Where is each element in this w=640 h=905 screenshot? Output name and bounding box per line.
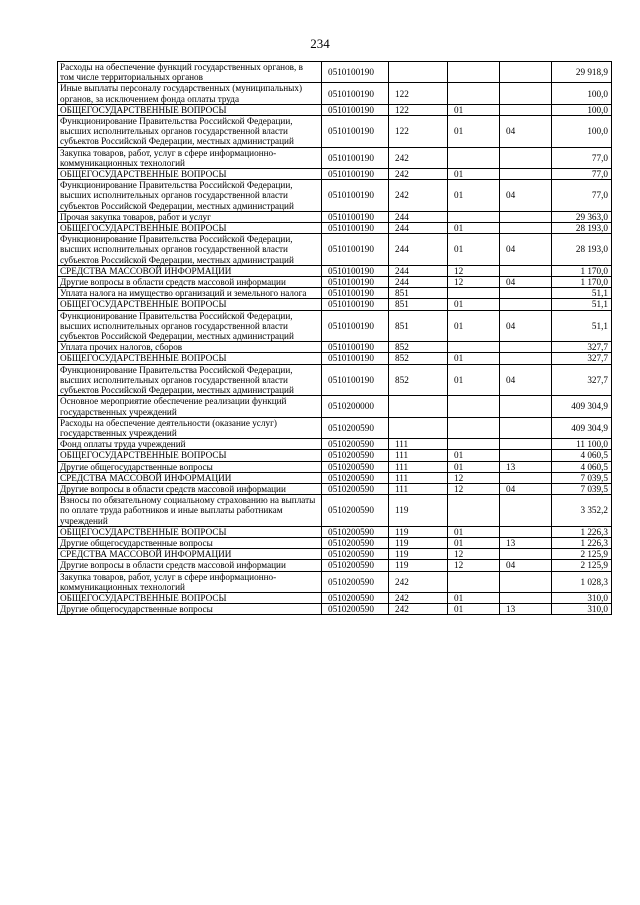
row-amount: 77,0 — [552, 147, 612, 168]
row-target-article: 0510100190 — [322, 104, 389, 115]
row-subsection: 04 — [500, 234, 552, 266]
row-section: 01 — [448, 353, 500, 364]
row-amount: 51,1 — [552, 288, 612, 299]
row-target-article: 0510100190 — [322, 62, 389, 83]
table-row — [58, 310, 612, 342]
row-expense-type: 119 — [389, 537, 448, 548]
row-expense-type: 242 — [389, 604, 448, 615]
row-subsection: 13 — [500, 461, 552, 472]
row-section: 01 — [448, 104, 500, 115]
row-expense-type — [389, 62, 448, 83]
row-amount: 1 226,3 — [552, 526, 612, 537]
row-section: 01 — [448, 310, 500, 342]
row-section: 01 — [448, 592, 500, 603]
row-target-article: 0510200590 — [322, 560, 389, 571]
row-target-article: 0510200590 — [322, 450, 389, 461]
row-expense-type: 851 — [389, 310, 448, 342]
row-amount: 51,1 — [552, 299, 612, 310]
row-section: 01 — [448, 604, 500, 615]
row-amount: 1 170,0 — [552, 277, 612, 288]
row-name: Расходы на обеспечение функций государственных органов, в том числе территориальных органов — [58, 62, 322, 83]
row-name: ОБЩЕГОСУДАРСТВЕННЫЕ ВОПРОСЫ — [58, 592, 322, 603]
row-expense-type: 244 — [389, 234, 448, 266]
row-target-article: 0510200590 — [322, 526, 389, 537]
row-subsection: 04 — [500, 560, 552, 571]
table-row — [58, 364, 612, 396]
row-expense-type: 122 — [389, 104, 448, 115]
row-name: Функционирование Правительства Российской Федерации, высших исполнительных органов государственной власти субъектов Российской Федерации, местных администраций — [58, 116, 322, 148]
table-row — [58, 439, 612, 450]
row-expense-type: 852 — [389, 353, 448, 364]
row-subsection — [500, 495, 552, 527]
row-subsection — [500, 592, 552, 603]
row-target-article: 0510200590 — [322, 549, 389, 560]
table-row — [58, 537, 612, 548]
row-section: 01 — [448, 526, 500, 537]
table-row — [58, 483, 612, 494]
row-section: 01 — [448, 537, 500, 548]
row-expense-type: 119 — [389, 526, 448, 537]
row-subsection: 13 — [500, 537, 552, 548]
row-target-article: 0510100190 — [322, 277, 389, 288]
table-row — [58, 299, 612, 310]
row-expense-type: 244 — [389, 211, 448, 222]
row-amount: 409 304,9 — [552, 396, 612, 417]
table-row — [58, 265, 612, 276]
budget-table — [57, 61, 612, 615]
row-target-article: 0510100190 — [322, 180, 389, 212]
row-section: 12 — [448, 549, 500, 560]
row-target-article: 0510100190 — [322, 234, 389, 266]
row-amount: 4 060,5 — [552, 461, 612, 472]
row-expense-type: 852 — [389, 364, 448, 396]
row-target-article: 0510100190 — [322, 364, 389, 396]
row-amount: 3 352,2 — [552, 495, 612, 527]
row-amount: 310,0 — [552, 592, 612, 603]
row-section: 01 — [448, 223, 500, 234]
row-target-article: 0510200000 — [322, 396, 389, 417]
row-expense-type: 242 — [389, 592, 448, 603]
row-expense-type: 111 — [389, 472, 448, 483]
row-amount: 29 363,0 — [552, 211, 612, 222]
row-subsection — [500, 104, 552, 115]
row-name: Функционирование Правительства Российской Федерации, высших исполнительных органов государственной власти субъектов Российской Федерации, местных администраций — [58, 180, 322, 212]
row-section: 12 — [448, 265, 500, 276]
table-row — [58, 169, 612, 180]
row-subsection — [500, 211, 552, 222]
row-target-article: 0510100190 — [322, 310, 389, 342]
row-name: Функционирование Правительства Российской Федерации, высших исполнительных органов государственной власти субъектов Российской Федерации, местных администраций — [58, 364, 322, 396]
row-target-article: 0510200590 — [322, 537, 389, 548]
row-name: Прочая закупка товаров, работ и услуг — [58, 211, 322, 222]
row-target-article: 0510100190 — [322, 299, 389, 310]
row-amount: 29 918,9 — [552, 62, 612, 83]
row-subsection — [500, 299, 552, 310]
row-subsection — [500, 147, 552, 168]
row-expense-type: 119 — [389, 549, 448, 560]
row-expense-type: 119 — [389, 560, 448, 571]
row-target-article: 0510100190 — [322, 147, 389, 168]
table-row — [58, 495, 612, 527]
table-row — [58, 353, 612, 364]
row-section — [448, 342, 500, 353]
row-amount: 11 100,0 — [552, 439, 612, 450]
row-section: 01 — [448, 450, 500, 461]
row-section: 12 — [448, 483, 500, 494]
row-subsection — [500, 439, 552, 450]
row-name: Функционирование Правительства Российской Федерации, высших исполнительных органов государственной власти субъектов Российской Федерации, местных администраций — [58, 234, 322, 266]
row-subsection: 04 — [500, 483, 552, 494]
row-target-article: 0510200590 — [322, 472, 389, 483]
row-subsection — [500, 396, 552, 417]
row-amount: 100,0 — [552, 83, 612, 104]
row-subsection: 04 — [500, 310, 552, 342]
row-subsection: 04 — [500, 180, 552, 212]
table-row — [58, 62, 612, 83]
row-name: Закупка товаров, работ, услуг в сфере информационно-коммуникационных технологий — [58, 571, 322, 592]
row-section — [448, 417, 500, 438]
row-subsection — [500, 549, 552, 560]
table-row — [58, 560, 612, 571]
table-row — [58, 396, 612, 417]
row-name: ОБЩЕГОСУДАРСТВЕННЫЕ ВОПРОСЫ — [58, 526, 322, 537]
row-amount: 409 304,9 — [552, 417, 612, 438]
row-amount: 51,1 — [552, 310, 612, 342]
table-row — [58, 288, 612, 299]
row-amount: 327,7 — [552, 364, 612, 396]
row-name: Иные выплаты персоналу государственных (муниципальных) органов, за исключением фонда оплаты труда — [58, 83, 322, 104]
row-target-article: 0510200590 — [322, 461, 389, 472]
row-target-article: 0510200590 — [322, 604, 389, 615]
row-target-article: 0510100190 — [322, 211, 389, 222]
row-subsection: 04 — [500, 116, 552, 148]
row-expense-type: 122 — [389, 116, 448, 148]
row-amount: 1 028,3 — [552, 571, 612, 592]
row-subsection — [500, 83, 552, 104]
row-name: ОБЩЕГОСУДАРСТВЕННЫЕ ВОПРОСЫ — [58, 299, 322, 310]
table-row — [58, 417, 612, 438]
row-target-article: 0510200590 — [322, 483, 389, 494]
row-section: 01 — [448, 169, 500, 180]
row-section — [448, 396, 500, 417]
row-expense-type: 242 — [389, 147, 448, 168]
row-target-article: 0510100190 — [322, 353, 389, 364]
table-row — [58, 472, 612, 483]
row-expense-type: 244 — [389, 277, 448, 288]
row-subsection — [500, 169, 552, 180]
row-name: Функционирование Правительства Российской Федерации, высших исполнительных органов государственной власти субъектов Российской Федерации, местных администраций — [58, 310, 322, 342]
row-expense-type: 852 — [389, 342, 448, 353]
table-row — [58, 223, 612, 234]
row-section: 01 — [448, 116, 500, 148]
row-subsection — [500, 571, 552, 592]
row-name: ОБЩЕГОСУДАРСТВЕННЫЕ ВОПРОСЫ — [58, 450, 322, 461]
row-section — [448, 147, 500, 168]
row-name: Другие вопросы в области средств массовой информации — [58, 560, 322, 571]
row-name: СРЕДСТВА МАССОВОЙ ИНФОРМАЦИИ — [58, 472, 322, 483]
row-target-article: 0510200590 — [322, 592, 389, 603]
row-amount: 327,7 — [552, 342, 612, 353]
row-expense-type: 111 — [389, 461, 448, 472]
table-row — [58, 450, 612, 461]
row-name: Уплата налога на имущество организаций и земельного налога — [58, 288, 322, 299]
row-section: 01 — [448, 461, 500, 472]
row-amount: 77,0 — [552, 180, 612, 212]
table-row — [58, 592, 612, 603]
row-amount: 28 193,0 — [552, 234, 612, 266]
row-amount: 1 226,3 — [552, 537, 612, 548]
table-row — [58, 571, 612, 592]
row-name: Другие общегосударственные вопросы — [58, 461, 322, 472]
row-subsection — [500, 265, 552, 276]
row-subsection — [500, 472, 552, 483]
row-amount: 1 170,0 — [552, 265, 612, 276]
row-target-article: 0510100190 — [322, 342, 389, 353]
row-subsection — [500, 62, 552, 83]
row-amount: 100,0 — [552, 116, 612, 148]
row-amount: 4 060,5 — [552, 450, 612, 461]
table-row — [58, 277, 612, 288]
row-section: 01 — [448, 234, 500, 266]
row-expense-type: 111 — [389, 483, 448, 494]
table-row — [58, 461, 612, 472]
row-name: СРЕДСТВА МАССОВОЙ ИНФОРМАЦИИ — [58, 265, 322, 276]
table-row — [58, 549, 612, 560]
row-expense-type: 111 — [389, 439, 448, 450]
row-amount: 2 125,9 — [552, 560, 612, 571]
row-section — [448, 211, 500, 222]
row-name: ОБЩЕГОСУДАРСТВЕННЫЕ ВОПРОСЫ — [58, 223, 322, 234]
row-name: ОБЩЕГОСУДАРСТВЕННЫЕ ВОПРОСЫ — [58, 353, 322, 364]
row-section: 12 — [448, 560, 500, 571]
row-subsection — [500, 353, 552, 364]
row-amount: 77,0 — [552, 169, 612, 180]
row-section: 12 — [448, 277, 500, 288]
row-expense-type: 119 — [389, 495, 448, 527]
row-expense-type: 851 — [389, 288, 448, 299]
table-row — [58, 180, 612, 212]
row-subsection — [500, 526, 552, 537]
row-subsection — [500, 450, 552, 461]
table-row — [58, 342, 612, 353]
row-subsection: 04 — [500, 277, 552, 288]
row-subsection: 04 — [500, 364, 552, 396]
row-section: 01 — [448, 364, 500, 396]
row-section — [448, 439, 500, 450]
table-row — [58, 604, 612, 615]
row-subsection — [500, 417, 552, 438]
row-name: Другие вопросы в области средств массовой информации — [58, 277, 322, 288]
row-target-article: 0510100190 — [322, 83, 389, 104]
row-target-article: 0510200590 — [322, 571, 389, 592]
page-number: 234 — [310, 36, 330, 51]
row-section — [448, 288, 500, 299]
row-expense-type: 122 — [389, 83, 448, 104]
row-target-article: 0510100190 — [322, 116, 389, 148]
row-name: Основное мероприятие обеспечение реализации функций государственных учреждений — [58, 396, 322, 417]
table-row — [58, 234, 612, 266]
row-amount: 2 125,9 — [552, 549, 612, 560]
row-name: Другие вопросы в области средств массовой информации — [58, 483, 322, 494]
row-name: Другие общегосударственные вопросы — [58, 537, 322, 548]
row-section — [448, 495, 500, 527]
row-section: 12 — [448, 472, 500, 483]
row-target-article: 0510100190 — [322, 223, 389, 234]
budget-table-body — [58, 62, 612, 615]
row-name: Расходы на обеспечение деятельности (оказание услуг) государственных учреждений — [58, 417, 322, 438]
table-row — [58, 83, 612, 104]
table-row — [58, 104, 612, 115]
row-target-article: 0510200590 — [322, 439, 389, 450]
row-subsection — [500, 223, 552, 234]
row-name: Закупка товаров, работ, услуг в сфере информационно-коммуникационных технологий — [58, 147, 322, 168]
row-name: Фонд оплаты труда учреждений — [58, 439, 322, 450]
row-expense-type: 244 — [389, 223, 448, 234]
row-name: Уплата прочих налогов, сборов — [58, 342, 322, 353]
row-amount: 7 039,5 — [552, 472, 612, 483]
row-section: 01 — [448, 180, 500, 212]
row-expense-type: 111 — [389, 450, 448, 461]
row-target-article: 0510200590 — [322, 417, 389, 438]
row-expense-type — [389, 396, 448, 417]
table-row — [58, 211, 612, 222]
row-amount: 310,0 — [552, 604, 612, 615]
row-target-article: 0510100190 — [322, 169, 389, 180]
row-expense-type — [389, 417, 448, 438]
row-name: Взносы по обязательному социальному страхованию на выплаты по оплате труда работников и иные выплаты работникам учреждений — [58, 495, 322, 527]
row-amount: 7 039,5 — [552, 483, 612, 494]
row-amount: 28 193,0 — [552, 223, 612, 234]
row-amount: 327,7 — [552, 353, 612, 364]
row-subsection: 13 — [500, 604, 552, 615]
table-row — [58, 147, 612, 168]
row-name: ОБЩЕГОСУДАРСТВЕННЫЕ ВОПРОСЫ — [58, 169, 322, 180]
row-target-article: 0510100190 — [322, 265, 389, 276]
row-subsection — [500, 342, 552, 353]
table-row — [58, 116, 612, 148]
row-target-article: 0510100190 — [322, 288, 389, 299]
row-name: ОБЩЕГОСУДАРСТВЕННЫЕ ВОПРОСЫ — [58, 104, 322, 115]
row-subsection — [500, 288, 552, 299]
row-expense-type: 242 — [389, 180, 448, 212]
row-section — [448, 83, 500, 104]
row-amount: 100,0 — [552, 104, 612, 115]
table-row — [58, 526, 612, 537]
row-section — [448, 571, 500, 592]
row-name: СРЕДСТВА МАССОВОЙ ИНФОРМАЦИИ — [58, 549, 322, 560]
row-expense-type: 851 — [389, 299, 448, 310]
row-name: Другие общегосударственные вопросы — [58, 604, 322, 615]
row-expense-type: 242 — [389, 169, 448, 180]
row-expense-type: 244 — [389, 265, 448, 276]
row-target-article: 0510200590 — [322, 495, 389, 527]
row-expense-type: 242 — [389, 571, 448, 592]
row-section — [448, 62, 500, 83]
row-section: 01 — [448, 299, 500, 310]
